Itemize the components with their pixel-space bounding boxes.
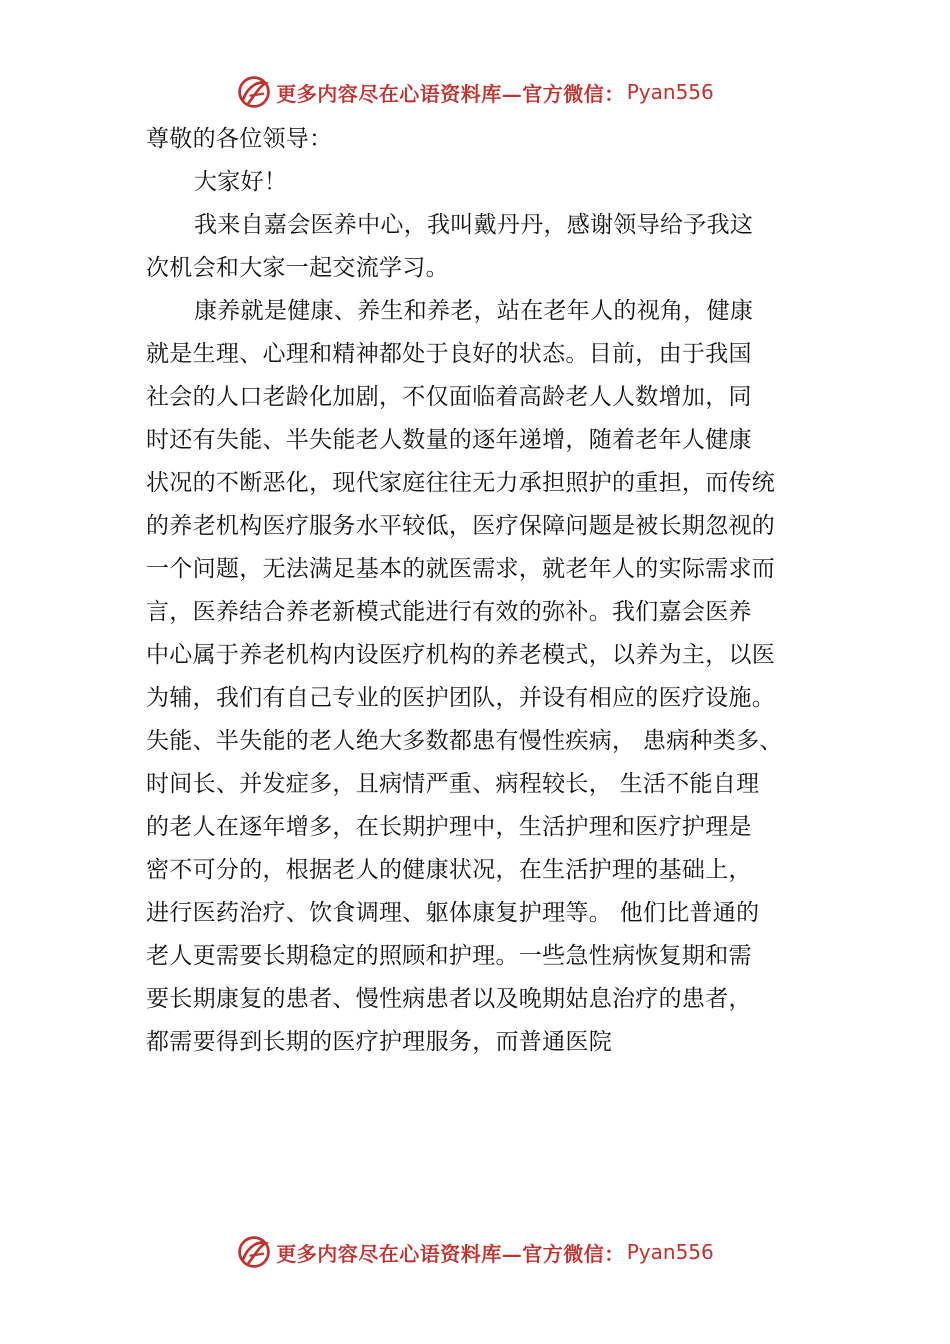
paragraph-line: 失能、半失能的老人绝大多数都患有慢性疾病， 患病种类多、 <box>146 728 783 754</box>
paragraph-line: 中心属于养老机构内设医疗机构的养老模式，以养为主，以医 <box>146 642 776 668</box>
paragraph-line: 社会的人口老龄化加剧，不仅面临着高龄老人人数增加，同 <box>146 384 752 410</box>
paragraph-line: 次机会和大家一起交流学习。 <box>146 255 449 281</box>
header-banner-text: 更多内容尽在心语资料库—官方微信： <box>276 81 625 106</box>
salutation-line: 尊敬的各位领导： <box>146 126 333 152</box>
paragraph-line: 的老人在逐年增多，在长期护理中，生活护理和医疗护理是 <box>146 814 752 840</box>
header-banner <box>0 70 950 114</box>
paragraph-line: 时还有失能、半失能老人数量的逐年递增，随着老年人健康 <box>146 427 752 453</box>
paragraph-line: 密不可分的，根据老人的健康状况，在生活护理的基础上， <box>146 857 752 883</box>
paragraph-line: 我来自嘉会医养中心，我叫戴丹丹，感谢领导给予我这 <box>194 212 754 238</box>
paragraph-line: 进行医药治疗、饮食调理、躯体康复护理等。 他们比普通的 <box>146 900 760 926</box>
signature-logo-icon <box>236 74 272 110</box>
paragraph-line: 老人更需要长期稳定的照顾和护理。一些急性病恢复期和需 <box>146 943 752 969</box>
paragraph-line: 一个问题，无法满足基本的就医需求，就老年人的实际需求而 <box>146 556 776 582</box>
greeting-line: 大家好！ <box>194 169 288 195</box>
paragraph-line: 为辅，我们有自己专业的医护团队，并设有相应的医疗设施。 <box>146 685 776 711</box>
document-body <box>146 118 826 1064</box>
paragraph-line: 康养就是健康、养生和养老，站在老年人的视角，健康 <box>194 298 754 324</box>
paragraph-line: 就是生理、心理和精神都处于良好的状态。目前，由于我国 <box>146 341 752 367</box>
footer-banner <box>0 1230 950 1274</box>
footer-banner-text: 更多内容尽在心语资料库—官方微信： <box>276 1241 625 1266</box>
paragraph-line: 时间长、并发症多，且病情严重、病程较长， 生活不能自理 <box>146 771 760 797</box>
header-wechat-id: Pyan556 <box>626 80 714 104</box>
paragraph-line: 要长期康复的患者、慢性病患者以及晚期姑息治疗的患者， <box>146 986 752 1012</box>
paragraph-line: 言，医养结合养老新模式能进行有效的弥补。我们嘉会医养 <box>146 599 752 625</box>
paragraph-line: 的养老机构医疗服务水平较低，医疗保障问题是被长期忽视的 <box>146 513 776 539</box>
paragraph-line: 都需要得到长期的医疗护理服务，而普通医院 <box>146 1029 612 1055</box>
paragraph-line: 状况的不断恶化，现代家庭往往无力承担照护的重担，而传统 <box>146 470 776 496</box>
footer-wechat-id: Pyan556 <box>626 1240 714 1264</box>
signature-logo-icon <box>236 1234 272 1270</box>
